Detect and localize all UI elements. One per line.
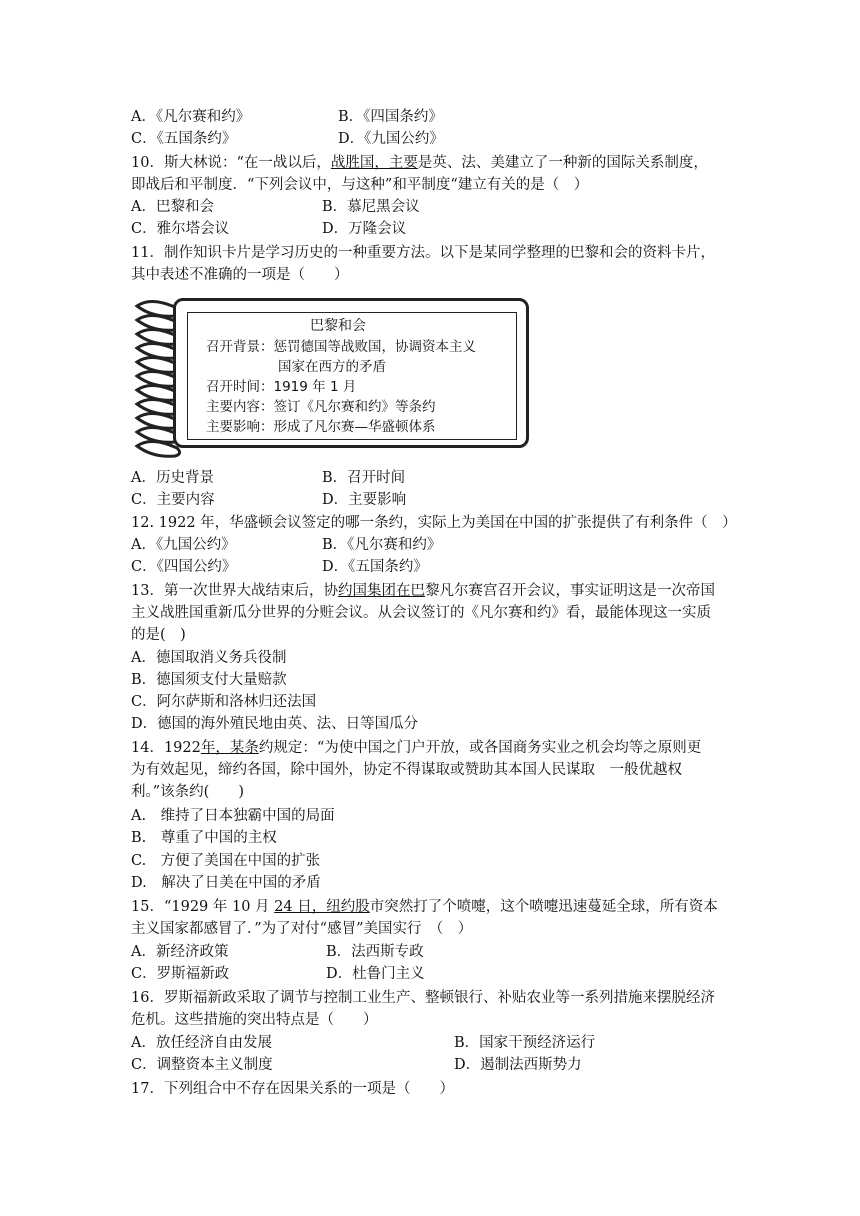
- q15-option-c: C．罗斯福新政: [131, 966, 230, 982]
- q14-line-3: 利。”该条约( ): [131, 784, 244, 800]
- q10-option-b: B．慕尼黑会议: [322, 199, 420, 215]
- q9-option-c: C．《五国条约》: [131, 131, 237, 147]
- q15-line-1: 15．“1929 年 10 月 24 日，纽约股市突然打了个喷嚏，这个喷嚏迅速蔓延全球，所有资本: [131, 899, 718, 915]
- card-row-background: 召开背景：惩罚德国等战败国，协调资本主义: [206, 339, 476, 355]
- q13-option-b: B．德国须支付大量赔款: [131, 672, 287, 688]
- q14-line-2: 为有效起见，缔约各国，除中国外，协定不得谋取或赞助其本国人民谋取 一般优越权: [131, 762, 682, 778]
- q11-option-d: D．主要影响: [322, 492, 407, 508]
- q16-line-2: 危机。这些措施的突出特点是（ ）: [131, 1012, 378, 1028]
- card-title: 巴黎和会: [310, 318, 366, 334]
- card-row-content: 主要内容：签订《凡尔赛和约》等条约: [206, 399, 436, 415]
- q13-option-a: A．德国取消义务兵役制: [131, 650, 287, 666]
- q15-line-2: 主义国家都感冒了．”为了对付“感冒”美国实行 （ ）: [131, 921, 473, 937]
- q15-option-d: D．杜鲁门主义: [326, 966, 425, 982]
- q12-option-b: B．《凡尔赛和约》: [322, 537, 442, 553]
- q11-option-b: B．召开时间: [322, 470, 406, 486]
- knowledge-card-image: [131, 292, 541, 460]
- q16-option-b: B．国家干预经济运行: [454, 1035, 596, 1051]
- q14-option-b: B. 尊重了中国的主权: [131, 830, 277, 846]
- q16-line-1: 16．罗斯福新政采取了调节与控制工业生产、整顿银行、补贴农业等一系列措施来摆脱经济: [131, 990, 715, 1006]
- q14-option-a: A. 维持了日本独霸中国的局面: [131, 808, 335, 824]
- q13-option-d: D．德国的海外殖民地由英、法、日等国瓜分: [131, 716, 419, 732]
- card-row-time: 召开时间：1919 年 1 月: [206, 379, 357, 395]
- q13-line-3: 的是( ): [131, 627, 186, 643]
- q12-line-1: 12. 1922 年，华盛顿会议签定的哪一条约，实际上为美国在中国的扩张提供了有利条件（ ）: [131, 515, 737, 531]
- q13-line-2: 主义战胜国重新瓜分世界的分赃会议。从会议签订的《凡尔赛和约》看，最能体现这一实质: [131, 605, 711, 621]
- q11-option-c: C．主要内容: [131, 492, 215, 508]
- q16-option-c: C．调整资本主义制度: [131, 1057, 273, 1073]
- q15-option-a: A．新经济政策: [131, 944, 229, 960]
- q14-line-1: 14．1922年，某条约规定：“为使中国之门户开放，或各国商务实业之机会均等之原则更: [131, 740, 702, 756]
- q10-option-a: A．巴黎和会: [131, 199, 214, 215]
- q14-option-d: D. 解决了日美在中国的矛盾: [131, 875, 321, 891]
- q11-line-2: 其中表述不准确的一项是（ ）: [131, 267, 349, 283]
- q11-line-1: 11．制作知识卡片是学习历史的一种重要方法。以下是某同学整理的巴黎和会的资料卡片，: [131, 245, 715, 261]
- q9-option-d: D．《九国公约》: [338, 131, 444, 147]
- q12-option-a: A．《九国公约》: [131, 537, 236, 553]
- q10-option-c: C．雅尔塔会议: [131, 221, 230, 237]
- q10-line-2: 即战后和平制度．“下列会议中，与这种”和平制度“建立有关的是（ ）: [131, 177, 589, 193]
- q10-line-1: 10．斯大林说：“在一战以后，战胜国，主要是英、法、美建立了一种新的国际关系制度，: [131, 155, 708, 171]
- q12-option-c: C．《四国公约》: [131, 559, 237, 575]
- card-row-impact: 主要影响：形成了凡尔赛—华盛顿体系: [206, 419, 436, 435]
- q17-line-1: 17．下列组合中不存在因果关系的一项是（ ）: [131, 1081, 454, 1097]
- q14-option-c: C. 方便了美国在中国的扩张: [131, 853, 321, 869]
- q16-option-a: A．放任经济自由发展: [131, 1035, 272, 1051]
- q9-option-b: B．《四国条约》: [338, 109, 443, 125]
- card-content: [187, 312, 517, 440]
- q12-option-d: D．《五国条约》: [322, 559, 428, 575]
- q13-option-c: C．阿尔萨斯和洛林归还法国: [131, 694, 317, 710]
- q15-option-b: B．法西斯专政: [326, 944, 424, 960]
- card-row-background-cont: 国家在西方的矛盾: [278, 359, 386, 375]
- q16-option-d: D．遏制法西斯势力: [454, 1057, 582, 1073]
- q9-option-a: A．《凡尔赛和约》: [131, 109, 251, 125]
- q13-line-1: 13．第一次世界大战结束后，协约国集团在巴黎凡尔赛宫召开会议，事实证明这是一次帝国: [131, 583, 715, 599]
- q11-option-a: A．历史背景: [131, 470, 214, 486]
- q10-option-d: D．万隆会议: [322, 221, 407, 237]
